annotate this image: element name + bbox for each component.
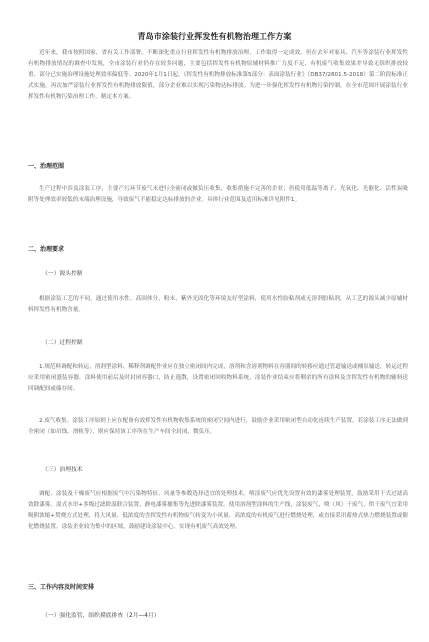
section-3-1-heading: （一）强化监管，组织摸底排查（2月—4月） xyxy=(42,613,160,619)
section-2-3-heading: （三）治理技术 xyxy=(42,467,83,473)
section-2-heading: 二、治理要求 xyxy=(28,246,65,253)
section-2-1-heading: （一）源头控制 xyxy=(42,271,83,277)
section-2-2-paragraph-1: 1.规范料调配和转运。溶剂型涂料、稀释剂调配作业应在独立密闭间内完成，溶剂和含溶剂物料在容器间的转移应通过管道输送或桶泵输送，转运过程应采用密闭盛装容器，涂料使用前后及时封闭容器口，防止逸散，设置密闭回收物料系统，涂装作业结束应将剩余的所有涂料及含挥发性有机物的辅料送回调配间或储存间。 xyxy=(28,364,408,392)
section-2-3-text: 调配、涂装及干燥废气应根据废气中污染物特征、风量等参数选择适宜的处理技术。喷涂废气应优先设置有效的漆雾处理装置，鼓励采用干式过滤高效除漆雾、湿式水帘+多级过滤除湿联合装置，静电漆雾捕集等先进除漆雾装置。使用溶剂型涂料的生产线，涂装废气、喷（风）干废气、烘干废气宜采用吸附浓缩+焚烧方式处理，将大风量、低浓度的含挥发性有机物废气转变为小风量、高浓度的有机废气进行燃烧处理，或直接采用蓄热式热力燃烧装置或催化燃烧装置。涂装企业较为集中的区域，鼓励建设涂装中心，实现有机废气高效处理。 xyxy=(28,491,408,530)
section-1-heading: 一、治理范围 xyxy=(28,163,65,170)
section-2-2-paragraph-2: 2.废气收集。涂装工序原则上应在配备有效挥发性有机物收集系统的密闭空间内进行，鼓励企业采用密闭型自动化连续生产装置。若涂装工序无法做到全密闭（如吊线、滑轨等），则应保持该工序所在生产车间全封闭、微负压。 xyxy=(28,418,408,435)
intro-paragraph: 近年来，我市按照国家、省有关工作部署，不断深化重点行业挥发性有机物排放治理，工作取得一定成效。但在去年对家具、汽车等涂装行业挥发性有机物排放情况的调查中发现，全市涂装行业仍存在较多问题，主要包括挥发性有机物原辅材料推广力度不足、有机废气收集效果差导致无组织排放较重、部分已实施治理设施处理效率偏低等。2020年1月1日起，《挥发性有机物排放标准第5部分：表面涂装行业》（DB37/2801.5-2018）第二阶段标准正式实施，再次加严涂装行业挥发性有机物排放限值，部分企业难以实现污染物达标排放。为进一步强化挥发性有机物污染控制，在全市范围开展涂装行业挥发性有机物污染治理工作，制定本方案。 xyxy=(28,50,408,100)
section-3-heading: 三、工作内容及时间安排 xyxy=(28,584,95,591)
section-1-text: 生产过程中涉及涂装工序，主要产污环节废气未进行全密闭或做负压收集，收集措施不完善的企业；仍使用低温等离子、光氧化、光催化、活性炭吸附等处理效率较低的末端治理设施，导致废气不能稳定达标排放的企业。具体行业范围及适用标准详见附件1。 xyxy=(28,186,408,203)
section-2-2-heading: （二）过程控制 xyxy=(42,340,83,346)
document-title: 青岛市涂装行业挥发性有机物治理工作方案 xyxy=(137,32,292,41)
section-2-1-text: 根据涂装工艺的不同，通过使用水性、高固体分、粉末、紫外光固化等环境友好型涂料，使用水性胶粘剂或无溶剂胶粘剂，从工艺的源头减少原辅材料挥发性有机物含量。 xyxy=(28,296,408,313)
